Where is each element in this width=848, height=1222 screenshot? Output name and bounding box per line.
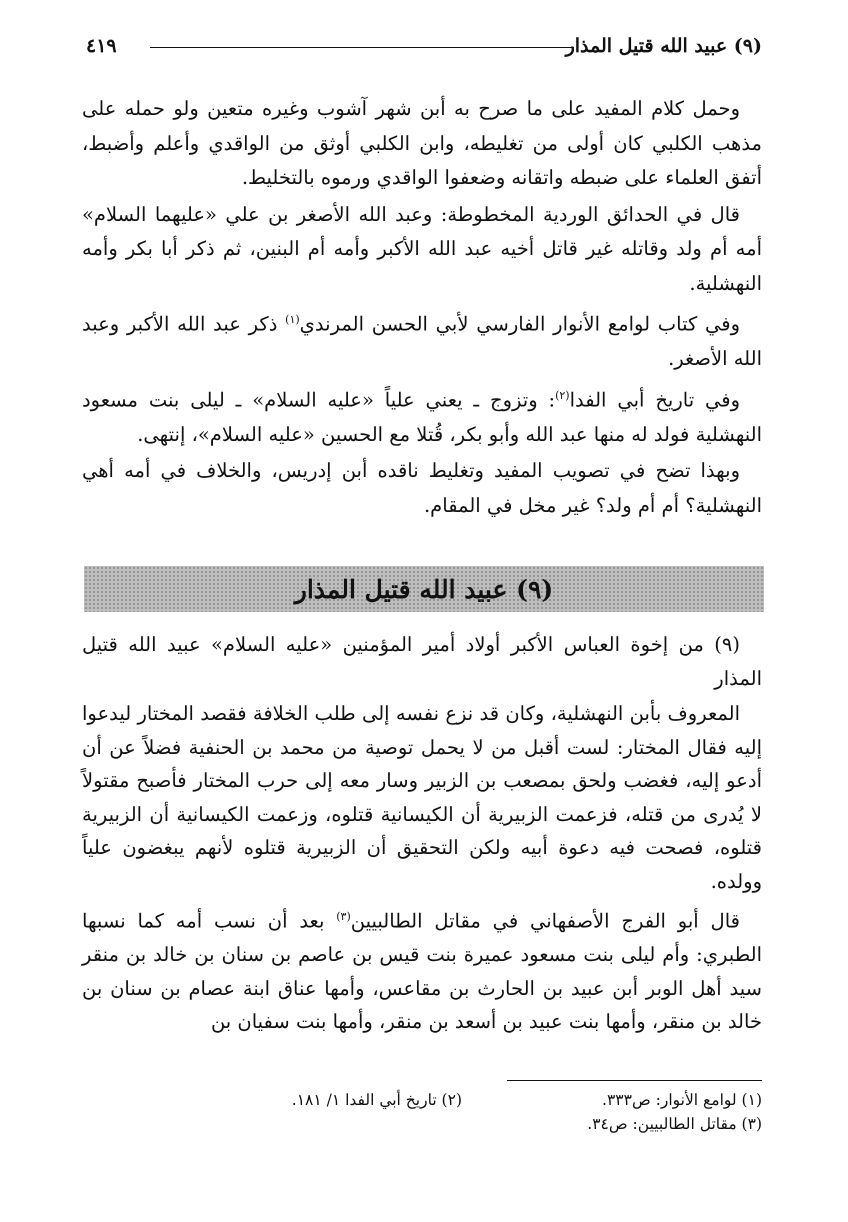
footnote-marker[interactable]: (٢) xyxy=(555,388,570,402)
paragraph-text: : وتزوج ـ يعني علياً «عليه السلام» ـ ليلى بنت مسعود النهشلية فولد له منها عبد الله وأبو بكر، قُتلا مع الحسين «عليه السلام»، إنتهى. xyxy=(82,388,762,446)
paragraph xyxy=(82,379,762,453)
paragraph: المعروف بأبن النهشلية، وكان قد نزع نفسه إلى طلب الخلافة فقصد المختار ليدعوا إليه فقال المختار: لست أقبل من لا يحمل توصية من محمد بن الحنفية فضلاً عن أن أدعو إليه، فغضب ولحق بمصعب بن الزبير وسار معه إلى حرب المختار فأصبح مقتولاً لا يُدرى من قتله، فزعمت الزبيرية أن الكيسانية قتلوه، وزعمت الكيسانية أن الزبيرية قتلوه، فصحت فيه دعوة أبيه ولكن التحقيق أن الزبيرية قتلوه لأنهم يبغضون علياً وولده. xyxy=(82,702,762,893)
paragraph-text: وفي تاريخ أبي الفدا xyxy=(569,388,740,411)
footnote-row xyxy=(86,1112,762,1136)
footnote-1: (١) لوامع الأنوار: ص٣٣٣. xyxy=(602,1091,762,1109)
footnotes xyxy=(86,1088,762,1136)
footnote-2: (٢) تاريخ أبي الفدا ١/ ١٨١. xyxy=(291,1091,462,1109)
footnote-marker[interactable]: (٣) xyxy=(336,910,351,923)
paragraph-text: بعد أن نسب أمه كما نسبها الطبري: وأم ليلى بنت مسعود عميرة بنت قيس بن عاصم بن سنان بن خالد بن منقر سيد أهل الوبر أبن عبيد بن الحارث بن مقاعس، وأمها عناق ابنة عصام بن سنان بن خالد بن منقر، وأمها بنت عبيد بن أسعد بن منقر، وأمها بنت سفيان بن xyxy=(82,909,762,1033)
paragraph-text: وفي كتاب لوامع الأنوار الفارسي لأبي الحسن المرندي xyxy=(299,312,740,336)
section-heading-box xyxy=(84,566,764,612)
page-number: ٤١٩ xyxy=(86,35,117,57)
paragraph-text: ذكر عبد الله الأكبر وعبد الله الأصغر. xyxy=(82,312,762,370)
paragraph xyxy=(82,900,762,1039)
paragraph: وحمل كلام المفيد على ما صرح به أبن شهر آشوب وغيره متعين ولو حمله على مذهب الكلبي كان أولى من تغليطه، وابن الكلبي أوثق من الواقدي وأعلم وأضبط، أتفق العلماء على ضبطه واتقانه وضعفوا الواقدي ورموه بالتخليط. xyxy=(82,97,762,189)
body-text-top xyxy=(82,92,762,523)
header-rule xyxy=(150,47,574,48)
footnote-row xyxy=(86,1088,762,1112)
paragraph: (٩) من إخوة العباس الأكبر أولاد أمير المؤمنين «عليه السلام» عبيد الله قتيل المذار xyxy=(82,633,762,690)
paragraph xyxy=(82,303,762,377)
running-head xyxy=(86,34,762,58)
paragraph-text: قال أبو الفرج الأصفهاني في مقاتل الطالبيين xyxy=(350,909,740,933)
footnote-3: (٣) مقاتل الطالبيين: ص٣٤. xyxy=(587,1115,762,1133)
footnote-marker[interactable]: (١) xyxy=(285,313,300,326)
running-title: (٩) عبيد الله قتيل المذار xyxy=(565,35,762,57)
paragraph: قال في الحدائق الوردية المخطوطة: وعبد الله الأصغر بن علي «عليهما السلام» أمه أم ولد وقاتله غير قاتل أخيه عبد الله الأكبر وأمه أم البنين، ثم ذكر أبا بكر وأمه النهشلية. xyxy=(82,202,762,295)
section-title: (٩) عبيد الله قتيل المذار xyxy=(294,574,554,604)
footnote-rule xyxy=(507,1080,762,1081)
paragraph: وبهذا تضح في تصويب المفيد وتغليط ناقده أبن إدريس، والخلاف في أمه أهي النهشلية؟ أم أم ولد؟ غير مخل في المقام. xyxy=(82,459,762,517)
body-text-bottom xyxy=(82,628,762,1039)
